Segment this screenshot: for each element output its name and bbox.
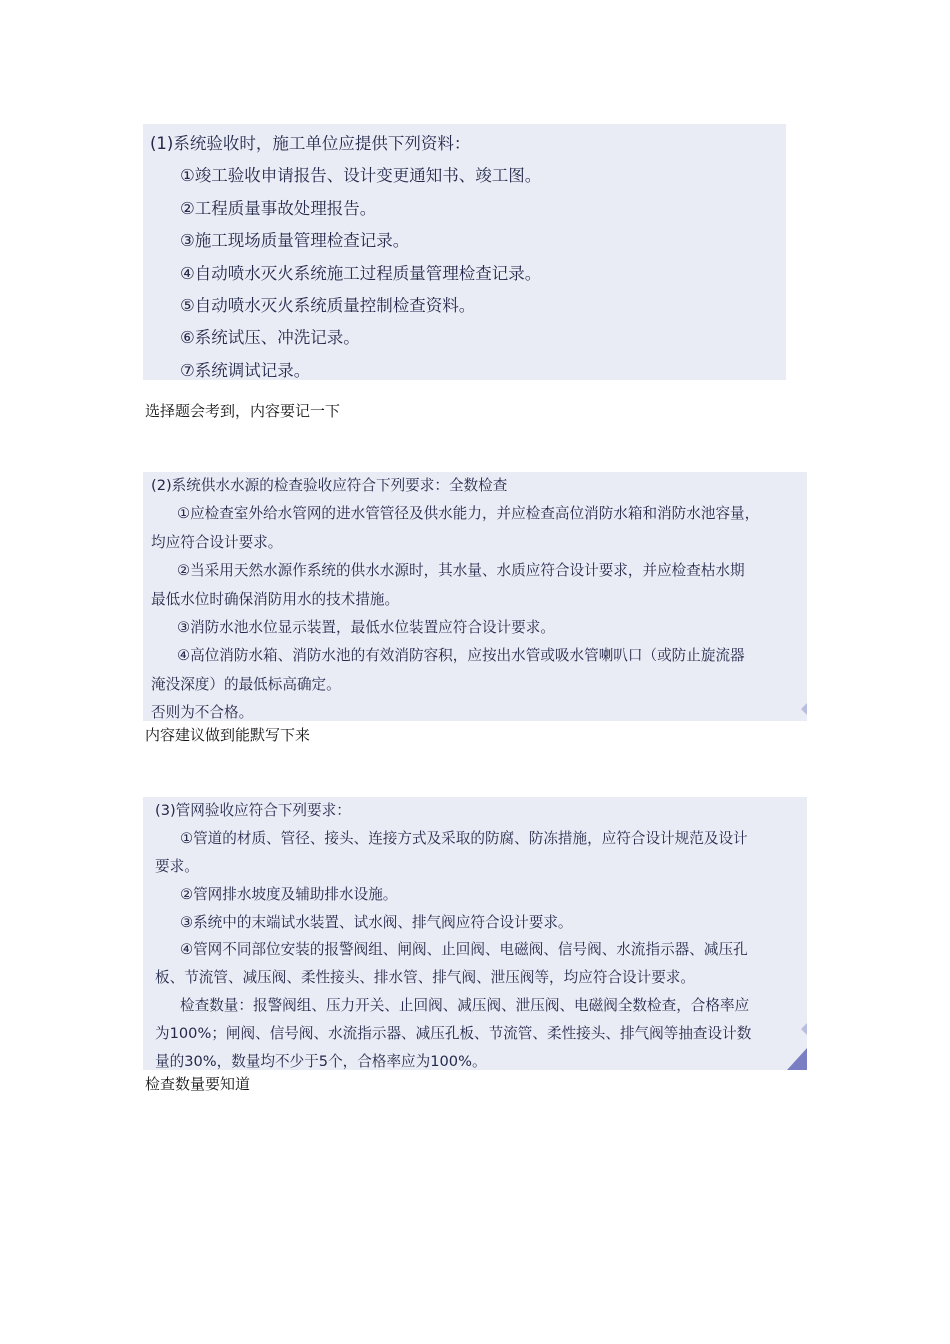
text-line: 量的30%，数量均不少于5个，合格率应为100%。 (155, 1053, 487, 1071)
scroll-left-arrow-icon (801, 1023, 807, 1035)
text-line: ①应检查室外给水管网的进水管管径及供水能力，并应检查高位消防水箱和消防水池容量， (177, 505, 760, 523)
list-item: ③施工现场质量管理检查记录。 (180, 231, 410, 251)
study-note: 选择题会考到，内容要记一下 (145, 402, 341, 420)
screenshot-panel-acceptance-documents (143, 124, 786, 380)
text-line: 板、节流管、减压阀、柔性接头、排水管、排气阀、泄压阀等，均应符合设计要求。 (155, 969, 695, 987)
list-item: ①竣工验收申请报告、设计变更通知书、竣工图。 (180, 166, 542, 186)
text-line: 要求。 (155, 857, 199, 875)
text-line: 均应符合设计要求。 (151, 533, 283, 551)
screenshot-panel-pipe-network (143, 797, 807, 1070)
study-note: 检查数量要知道 (145, 1075, 251, 1093)
list-item: ⑦系统调试记录。 (180, 360, 311, 380)
text-line: ③消防水池水位显示装置，最低水位装置应符合设计要求。 (177, 618, 555, 636)
list-item: ⑤自动喷水灭火系统质量控制检查资料。 (180, 295, 476, 315)
text-line: ④管网不同部位安装的报警阀组、闸阀、止回阀、电磁阀、信号阀、水流指示器、减压孔 (180, 941, 748, 959)
list-item: ④自动喷水灭火系统施工过程质量管理检查记录。 (180, 263, 542, 283)
text-line: ①管道的材质、管径、接头、连接方式及采取的防腐、防冻措施，应符合设计规范及设计 (180, 829, 748, 847)
section-heading: (2)系统供水水源的检查验收应符合下列要求：全数检查 (151, 477, 508, 494)
text-line: ②管网排水坡度及辅助排水设施。 (180, 885, 398, 903)
text-line: ③系统中的末端试水装置、试水阀、排气阀应符合设计要求。 (180, 913, 573, 931)
corner-fold-icon (787, 1048, 807, 1070)
text-line: 淹没深度）的最低标高确定。 (151, 675, 341, 693)
text-line: ②当采用天然水源作系统的供水水源时，其水量、水质应符合设计要求，并应检查枯水期 (177, 562, 745, 580)
study-note: 内容建议做到能默写下来 (145, 726, 311, 744)
text-line: 否则为不合格。 (151, 704, 254, 722)
list-item: ⑥系统试压、冲洗记录。 (180, 328, 360, 348)
text-line: ④高位消防水箱、消防水池的有效消防容积，应按出水管或吸水管喇叭口（或防止旋流器 (177, 647, 745, 665)
section-heading: (3)管网验收应符合下列要求： (155, 802, 351, 819)
text-line: 最低水位时确保消防用水的技术措施。 (151, 590, 400, 608)
list-item: ②工程质量事故处理报告。 (180, 198, 377, 218)
section-heading: (1)系统验收时，施工单位应提供下列资料： (150, 134, 471, 153)
text-line: 检查数量：报警阀组、压力开关、止回阀、减压阀、泄压阀、电磁阀全数检查，合格率应 (180, 997, 750, 1015)
text-line: 为100%；闸阀、信号阀、水流指示器、减压孔板、节流管、柔性接头、排气阀等抽查设计数 (155, 1025, 752, 1043)
scroll-left-arrow-icon (801, 703, 807, 715)
screenshot-panel-water-source (143, 472, 807, 721)
